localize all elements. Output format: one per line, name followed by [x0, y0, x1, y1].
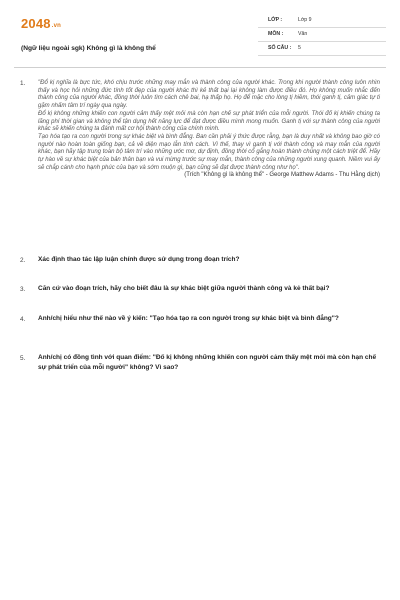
question-5-text: Anh/chị có đồng tình với quan điểm: "Đố kị không những khiến con người cảm thấy mệt mỏi mà còn hạn chế sự phát triển của mỗi người" không? Vì sao?	[38, 354, 377, 371]
passage-paragraph: Tạo hóa tạo ra con người trong sự khác biệt và bình đẳng. Ban cần phải ý thức được rằng, bạn là duy nhất và không bao giờ có người nào hoàn toàn giống bạn, cả về diện mạo lẫn tính cách. Vì thế, thay vì ganh tị với thành công và may mắn của người khác, bạn hãy tập trung toàn bộ tâm trí vào những ước mơ, dự định, đồng thời cố gắng hoàn thành chúng một cách triệt để. Hãy tự hào về sự khác biệt của bản thân bạn và vui mừng trước sự may mắn, thành công của những người xung quanh. Niềm vui ấy sẽ chắp cánh cho hạnh phúc của bạn và sớm muộn gì, bạn cũng sẽ đạt được thành công như họ".	[38, 133, 380, 171]
meta-value: Lớp 9	[298, 17, 312, 23]
logo-number: 2048	[21, 16, 51, 31]
worksheet-header	[14, 14, 386, 64]
meta-label: LỚP :	[268, 17, 283, 23]
meta-label: SỐ CÂU :	[268, 45, 292, 51]
reading-passage	[38, 80, 380, 180]
document-title: (Ngữ liệu ngoài sgk) Không gì là không thể	[21, 45, 156, 52]
question-number: 5.	[20, 355, 26, 362]
question-4-text: Anh/chị hiểu như thế nào về ý kiến: "Tạo hóa tạo ra con người trong sự khác biệt và bình đẳng"?	[38, 315, 339, 322]
meta-value: Văn	[298, 31, 308, 37]
meta-row-question-count	[258, 42, 386, 56]
meta-label: MÔN :	[268, 31, 284, 37]
meta-row-subject	[258, 28, 386, 42]
passage-paragraph: Đổ kị không những khiến con người cảm thấy mệt mỏi mà còn hạn chế sự phát triển của mỗi người. Thói đố kị khiến chúng ta lãng phí thời gian và không thể tận dụng hết năng lực để đạt được điều mình mong muốn. Ganh tị với sự thành công của người khác sẽ khiến chúng ta đánh mất cơ hội thành công của chính mình.	[38, 110, 380, 133]
logo-domain: .vn	[51, 23, 62, 29]
site-logo[interactable]	[21, 16, 61, 31]
meta-row-class	[258, 14, 386, 28]
question-number: 3.	[20, 286, 26, 293]
passage-citation: (Trích "Không gì là không thể" - George Matthew Adams - Thu Hằng dịch)	[184, 172, 380, 179]
question-2-text: Xác định thao tác lập luận chính được sử dụng trong đoạn trích?	[38, 256, 240, 263]
meta-value: 5	[298, 45, 301, 51]
header-divider	[14, 67, 386, 68]
meta-table	[258, 14, 386, 56]
question-number: 2.	[20, 257, 26, 264]
question-3-text: Căn cứ vào đoạn trích, hãy cho biết đâu là sự khác biệt giữa người thành công và kẻ thất bại?	[38, 285, 330, 292]
passage-paragraph: "Đổ kị nghĩa là bực tức, khó chịu trước những may mắn và thành công của người khác. Trong khi người thành công luôn nhìn thấy và học hỏi những đức tính tốt đẹp của người khác thì kẻ thất bại lại không làm được điều đó. Họ không muốn nhắc đến thành công của người khác, đồng thời luôn tìm cách chê bai, hạ thấp họ. Họ để mặc cho lòng tị hiềm, thói ganh tị, cảm giác tự ti gặm nhấm tâm trí ngày qua ngày.	[38, 80, 380, 110]
question-number: 1.	[20, 80, 26, 87]
question-number: 4.	[20, 316, 26, 323]
